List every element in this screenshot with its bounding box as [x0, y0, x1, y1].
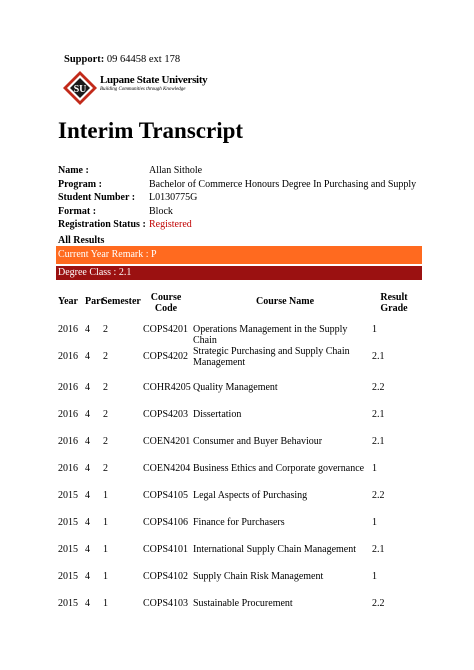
cell-grade: 1	[372, 517, 377, 528]
cell-part: 4	[85, 463, 90, 474]
cell-name: Strategic Purchasing and Supply Chain Management	[193, 346, 350, 368]
cell-grade: 2.2	[372, 382, 385, 393]
cell-year: 2016	[58, 351, 78, 362]
cell-semester: 2	[103, 382, 108, 393]
name-value: Allan Sithole	[149, 165, 203, 176]
cell-code: COPS4203	[143, 409, 189, 420]
cell-code: COPS4202	[143, 351, 189, 362]
cell-grade: 2.1	[372, 544, 385, 555]
cell-part: 4	[85, 517, 90, 528]
cell-name: Supply Chain Risk Management	[193, 571, 324, 582]
cell-name: Operations Management in the Supply Chain	[193, 324, 348, 346]
all-results-heading: All Results	[58, 235, 105, 246]
cell-code: COPS4105	[143, 490, 189, 501]
cell-semester: 2	[103, 436, 108, 447]
cell-semester: 1	[103, 544, 108, 555]
cell-grade: 2.1	[372, 436, 385, 447]
cell-semester: 1	[103, 571, 108, 582]
cell-part: 4	[85, 409, 90, 420]
cell-name: International Supply Chain Management	[193, 544, 357, 555]
cell-year: 2015	[58, 544, 78, 555]
cell-semester: 2	[103, 463, 108, 474]
cell-grade: 2.2	[372, 490, 385, 501]
cell-year: 2015	[58, 490, 78, 501]
cell-name: Finance for Purchasers	[193, 517, 285, 528]
student-number-value: L0130775G	[149, 192, 198, 203]
cell-part: 4	[85, 324, 90, 335]
page-title: Interim Transcript	[58, 118, 244, 143]
name-label: Name :	[58, 165, 89, 176]
cell-year: 2016	[58, 463, 78, 474]
university-tagline: Building Communities through Knowledge	[100, 87, 186, 92]
status-label: Registration Status :	[58, 219, 146, 230]
header-result-grade: Result Grade	[380, 292, 408, 314]
cell-semester: 1	[103, 490, 108, 501]
student-number-label: Student Number :	[58, 192, 136, 203]
format-label: Format :	[58, 205, 97, 217]
header-semester: Semester	[102, 296, 141, 307]
cell-semester: 2	[103, 324, 108, 335]
cell-name: Legal Aspects of Purchasing	[193, 490, 308, 501]
logo-emblem-icon	[62, 70, 98, 106]
cell-year: 2016	[58, 324, 78, 335]
cell-code: COEN4204	[143, 463, 191, 474]
format-value: Block	[149, 205, 173, 217]
cell-grade: 1	[372, 463, 377, 474]
cell-name: Sustainable Procurement	[193, 598, 293, 609]
cell-part: 4	[85, 571, 90, 582]
cell-semester: 2	[103, 409, 108, 420]
svg-text:SU: SU	[73, 84, 87, 95]
cell-grade: 2.1	[372, 409, 385, 420]
cell-code: COPS4106	[143, 517, 189, 528]
program-value: Bachelor of Commerce Honours Degree In Purchasing and Supply	[149, 178, 417, 190]
status-value: Registered	[149, 219, 192, 230]
cell-semester: 2	[103, 351, 108, 362]
cell-code: COPS4103	[143, 598, 189, 609]
cell-code: COHR4205	[143, 382, 191, 393]
cell-year: 2015	[58, 517, 78, 528]
cell-semester: 1	[103, 517, 108, 528]
cell-part: 4	[85, 351, 90, 362]
cell-grade: 1	[372, 571, 377, 582]
cell-name: Dissertation	[193, 409, 242, 420]
cell-name: Consumer and Buyer Behaviour	[193, 436, 323, 447]
cell-code: COEN4201	[143, 436, 191, 447]
header-course-code: Course Code	[150, 292, 182, 314]
cell-part: 4	[85, 598, 90, 609]
current-year-remark: Current Year Remark : P	[56, 246, 422, 264]
university-logo	[62, 70, 208, 112]
university-name: Lupane State University	[100, 74, 208, 86]
cell-code: COPS4101	[143, 544, 189, 555]
cell-grade: 1	[372, 324, 377, 335]
cell-year: 2015	[58, 571, 78, 582]
cell-part: 4	[85, 544, 90, 555]
cell-year: 2016	[58, 436, 78, 447]
cell-name: Business Ethics and Corporate governance	[193, 463, 365, 474]
cell-year: 2016	[58, 409, 78, 420]
degree-class: Degree Class : 2.1	[56, 266, 422, 280]
cell-grade: 2.2	[372, 598, 385, 609]
cell-grade: 2.1	[372, 351, 385, 362]
header-part: Part	[85, 296, 104, 307]
support-label: Support:	[64, 54, 105, 65]
cell-semester: 1	[103, 598, 108, 609]
header-course-name: Course Name	[255, 296, 315, 307]
cell-code: COPS4102	[143, 571, 189, 582]
cell-name: Quality Management	[193, 382, 278, 393]
support-value: 09 64458 ext 178	[106, 54, 181, 65]
program-label: Program :	[58, 178, 102, 190]
cell-code: COPS4201	[143, 324, 189, 335]
cell-part: 4	[85, 490, 90, 501]
cell-year: 2016	[58, 382, 78, 393]
cell-part: 4	[85, 436, 90, 447]
support-line	[64, 54, 180, 65]
header-year: Year	[58, 296, 78, 307]
cell-part: 4	[85, 382, 90, 393]
cell-year: 2015	[58, 598, 78, 609]
